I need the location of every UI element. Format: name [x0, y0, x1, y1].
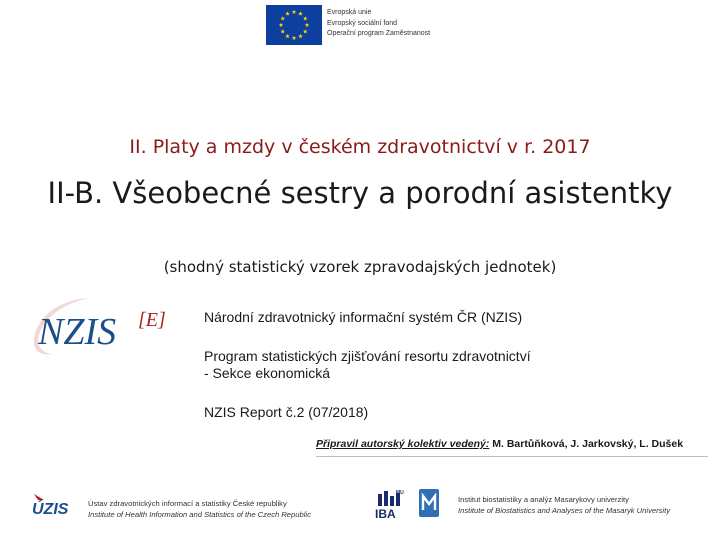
program-line: Program statistických zjišťování resortu zdravotnictví	[204, 348, 531, 364]
iba-institution	[458, 494, 708, 516]
document-title: II. Platy a mzdy v českém zdravotnictví v r. 2017	[129, 136, 591, 158]
iba-name-cz: Institut biostatistiky a analýz Masarykovy univerzity	[458, 495, 629, 504]
uzis-logo	[30, 490, 78, 520]
program-description	[204, 348, 644, 382]
eu-program-text	[327, 8, 430, 40]
iba-logo	[372, 488, 412, 520]
nzis-logo-text: NZIS	[38, 311, 117, 352]
eu-text-line: Evropský sociální fond	[327, 19, 398, 27]
eu-text-line: Operační program Zaměstnanost	[327, 30, 431, 37]
uzis-name-en: Institute of Health Information and Statistics of the Czech Republic	[88, 510, 311, 519]
prepared-by	[316, 438, 683, 450]
iba-logo-text: IBA	[375, 507, 396, 520]
document-section-title: II-B. Všeobecné sestry a porodní asistentky	[47, 176, 673, 210]
prepared-by-label: Připravil autorský kolektiv vedený:	[316, 438, 490, 450]
nzis-logo-suffix: [E]	[138, 309, 166, 331]
iba-name-en: Institute of Biostatistics and Analyses of the Masaryk University	[458, 506, 671, 515]
nzis-system-name: Národní zdravotnický informační systém ČR (NZIS)	[204, 309, 523, 325]
divider	[316, 456, 708, 457]
eu-flag-icon	[266, 5, 322, 45]
uzis-institution	[88, 498, 311, 520]
prepared-by-authors: M. Bartůňková, J. Jarkovský, L. Dušek	[489, 438, 684, 450]
uzis-logo-text: ÚZIS	[32, 501, 69, 518]
iba-mu-text: MU	[396, 490, 404, 496]
document-subtitle: (shodný statistický vzorek zpravodajských jednotek)	[163, 258, 557, 276]
report-number: NZIS Report č.2 (07/2018)	[204, 404, 369, 420]
eu-flag-stars	[266, 5, 322, 45]
nzis-logo	[34, 300, 194, 352]
uzis-name-cz: Ústav zdravotnických informací a statistiky České republiky	[88, 499, 287, 508]
eu-text-line: Evropská unie	[327, 9, 372, 16]
masaryk-university-logo	[418, 488, 440, 518]
program-line: - Sekce ekonomická	[204, 365, 331, 381]
